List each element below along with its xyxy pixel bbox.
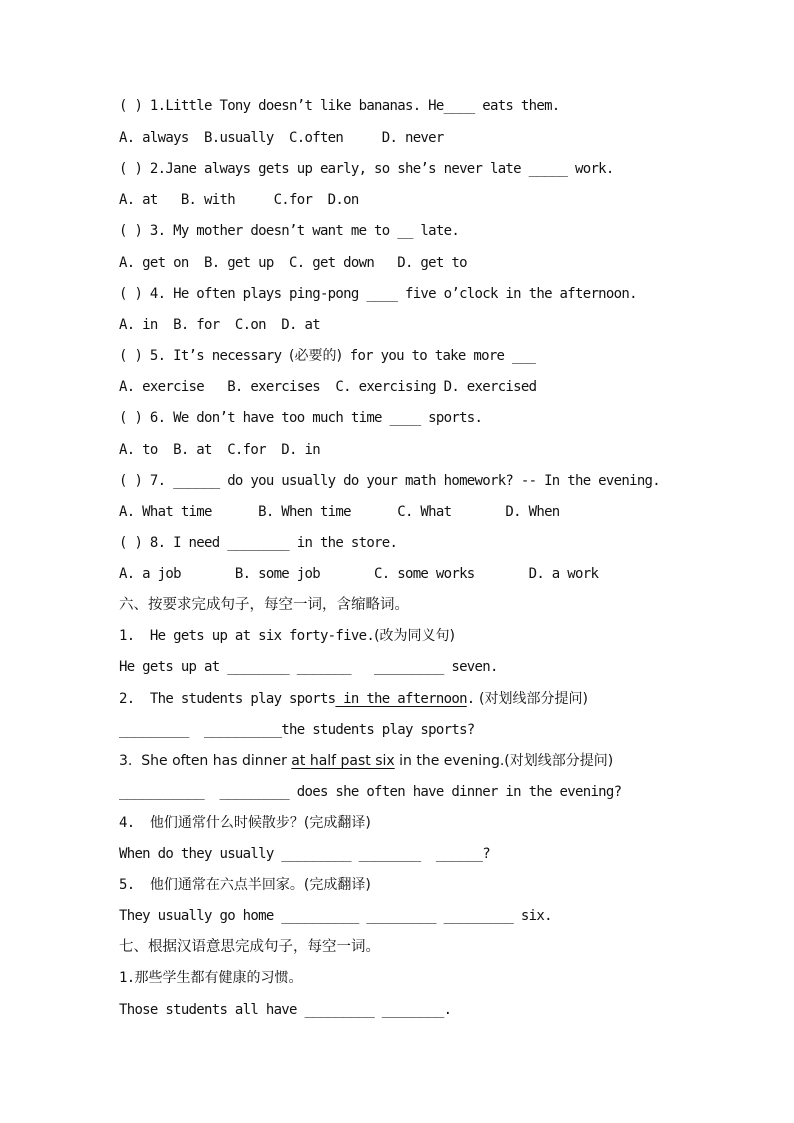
mc-question-2: ( ) 2.Jane always gets up early, so she’s never late _____ work. (119, 161, 614, 177)
s6-item-2-period: . (466, 691, 475, 707)
s7-item-1 (119, 968, 302, 988)
s6-item-5-number: 5. (119, 877, 150, 893)
s6-item-3-answer: ___________ _________ does she often have dinner in the evening? (119, 784, 622, 800)
mc-question-3: ( ) 3. My mother doesn’t want me to __ late. (119, 223, 460, 239)
mc-options-1: A. always B.usually C.often D. never (119, 130, 444, 146)
s6-item-1-answer: He gets up at ________ _______ _________ seven. (119, 659, 498, 675)
s6-item-3 (119, 751, 613, 771)
mc-question-4: ( ) 4. He often plays ping-pong ____ five o’clock in the afternoon. (119, 286, 637, 302)
s6-item-2-text: 2. The students play sports (119, 691, 336, 707)
s6-item-5-answer: They usually go home __________ _________ _________ six. (119, 908, 552, 924)
s6-item-4-prompt: 他们通常什么时候散步？(完成翻译) (149, 815, 371, 831)
mc-question-1: ( ) 1.Little Tony doesn’t like bananas. He____ eats them. (119, 98, 560, 114)
s6-item-2-answer: _________ __________the students play sports? (119, 722, 475, 738)
mc-options-7: A. What time B. When time C. What D. When (119, 504, 560, 520)
s6-item-1-text: 1. He gets up at six forty-five. (119, 628, 375, 644)
s6-item-1-instruction: (改为同义句) (374, 628, 455, 644)
mc-options-6: A. to B. at C.for D. in (119, 442, 320, 458)
mc-question-5-gloss: (必要的) (289, 348, 342, 364)
s6-item-4-number: 4. (119, 815, 150, 831)
mc-question-5-part-c: for you to take more ___ (341, 348, 536, 364)
s7-item-1-prompt: 那些学生都有健康的习惯。 (134, 970, 303, 986)
mc-question-8: ( ) 8. I need ________ in the store. (119, 535, 398, 551)
s6-item-2 (119, 689, 588, 709)
section-7-heading: 七、根据汉语意思完成句子，每空一词。 (119, 939, 380, 955)
section-6-heading: 六、按要求完成句子，每空一词，含缩略词。 (119, 597, 409, 613)
mc-options-4: A. in B. for C.on D. at (119, 317, 320, 333)
mc-question-5 (119, 346, 535, 366)
s7-item-1-answer: Those students all have _________ ________. (119, 1002, 452, 1018)
s6-item-4-answer: When do they usually _________ ________ ______? (119, 846, 490, 862)
s6-item-3-text: 3. She often has dinner (119, 753, 292, 769)
s6-item-3-instruction: (对划线部分提问) (504, 753, 614, 769)
mc-options-3: A. get on B. get up C. get down D. get to (119, 255, 467, 271)
s6-item-3-rest: in the evening. (394, 753, 505, 769)
s6-item-2-underlined: in the afternoon (335, 691, 467, 707)
mc-options-5: A. exercise B. exercises C. exercising D. exercised (119, 379, 537, 395)
mc-question-7: ( ) 7. ______ do you usually do your math homework? -- In the evening. (119, 473, 661, 489)
mc-question-6: ( ) 6. We don’t have too much time ____ sports. (119, 410, 483, 426)
s6-item-4 (119, 813, 371, 833)
mc-question-5-part-a: ( ) 5. It’s necessary (119, 348, 290, 364)
mc-options-2: A. at B. with C.for D.on (119, 192, 359, 208)
s6-item-3-underlined: at half past six (291, 753, 395, 769)
s7-item-1-number: 1. (119, 970, 135, 986)
s6-item-5-prompt: 他们通常在六点半回家。(完成翻译) (149, 877, 371, 893)
mc-options-8: A. a job B. some job C. some works D. a work (119, 566, 599, 582)
s6-item-5 (119, 875, 371, 895)
s6-item-1 (119, 626, 455, 646)
s6-item-2-instruction: (对划线部分提问) (474, 691, 588, 707)
